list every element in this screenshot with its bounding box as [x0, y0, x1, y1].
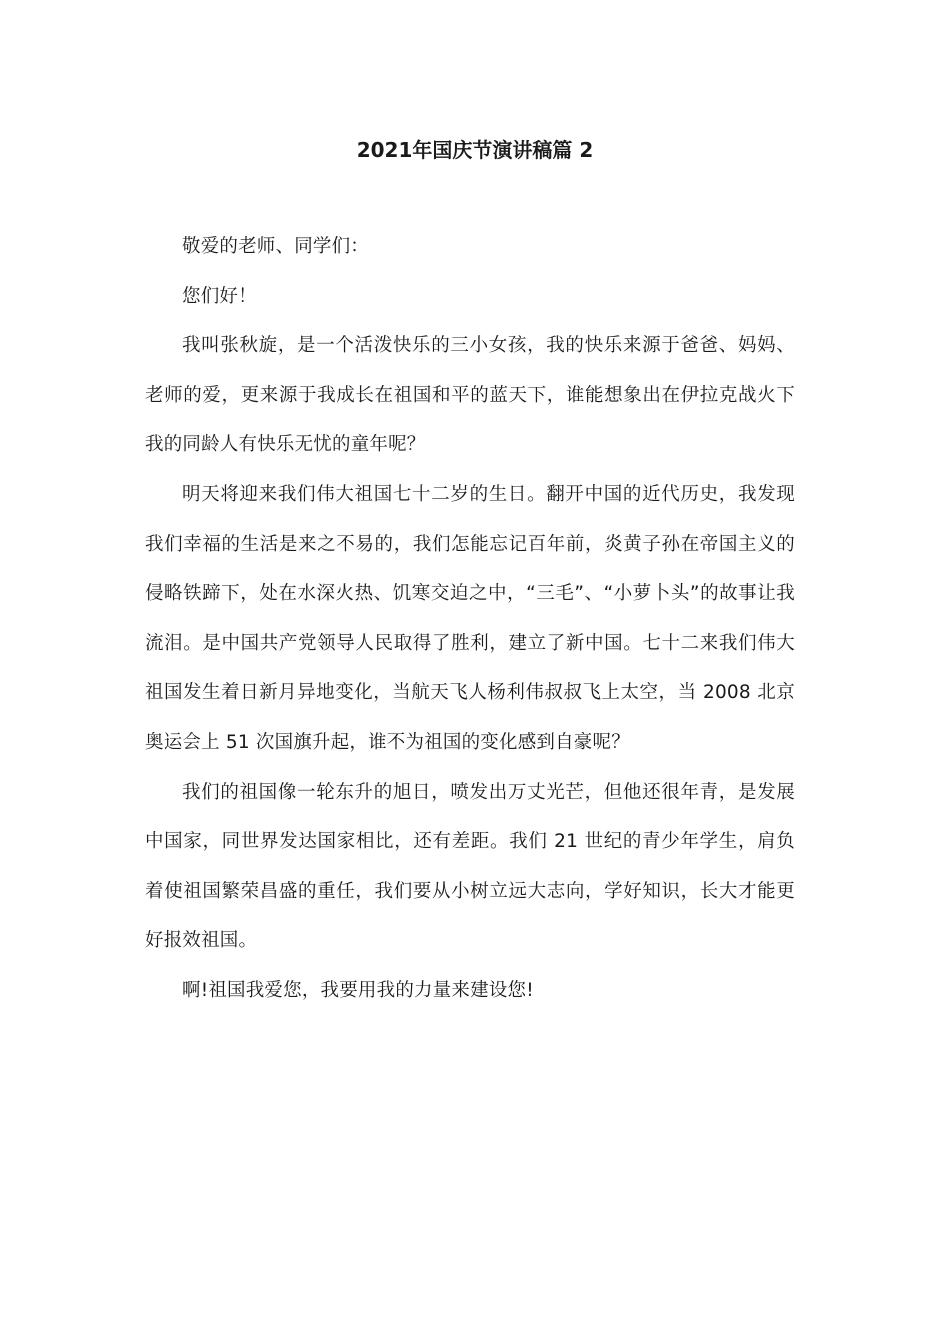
- paragraph-introduction: 我叫张秋旋，是一个活泼快乐的三小女孩，我的快乐来源于爸爸、妈妈、老师的爱，更来源于我成长在祖国和平的蓝天下，谁能想象出在伊拉克战火下我的同龄人有快乐无忧的童年呢？: [145, 335, 795, 456]
- page-title: 2021年国庆节演讲稿篇 2: [356, 138, 594, 162]
- document-body: [145, 222, 795, 1016]
- paragraph-history: 明天将迎来我们伟大祖国七十二岁的生日。翻开中国的近代历史，我发现我们幸福的生活是来之不易的，我们怎能忘记百年前，炎黄子孙在帝国主义的侵略铁蹄下，处在水深火热、饥寒交迫之中，“三毛”、“小萝卜头”的故事让我流泪。是中国共产党领导人民取得了胜利，建立了新中国。七十二来我们伟大祖国发生着日新月异地变化，当航天飞人杨利伟叔叔飞上太空，当 2008 北京奥运会上 51 次国旗升起，谁不为祖国的变化感到自豪呢？: [145, 483, 795, 753]
- paragraph-hello: 您们好！: [182, 285, 257, 307]
- paragraph-closing: 啊!祖国我爱您，我要用我的力量来建设您!: [182, 979, 534, 1001]
- paragraph-future: 我们的祖国像一轮东升的旭日，喷发出万丈光芒，但他还很年青，是发展中国家，同世界发达国家相比，还有差距。我们 21 世纪的青少年学生，肩负着使祖国繁荣昌盛的重任，我们要从小树立远大志向，学好知识，长大才能更好报效祖国。: [145, 781, 795, 952]
- paragraph-greeting: 敬爱的老师、同学们：: [182, 236, 370, 257]
